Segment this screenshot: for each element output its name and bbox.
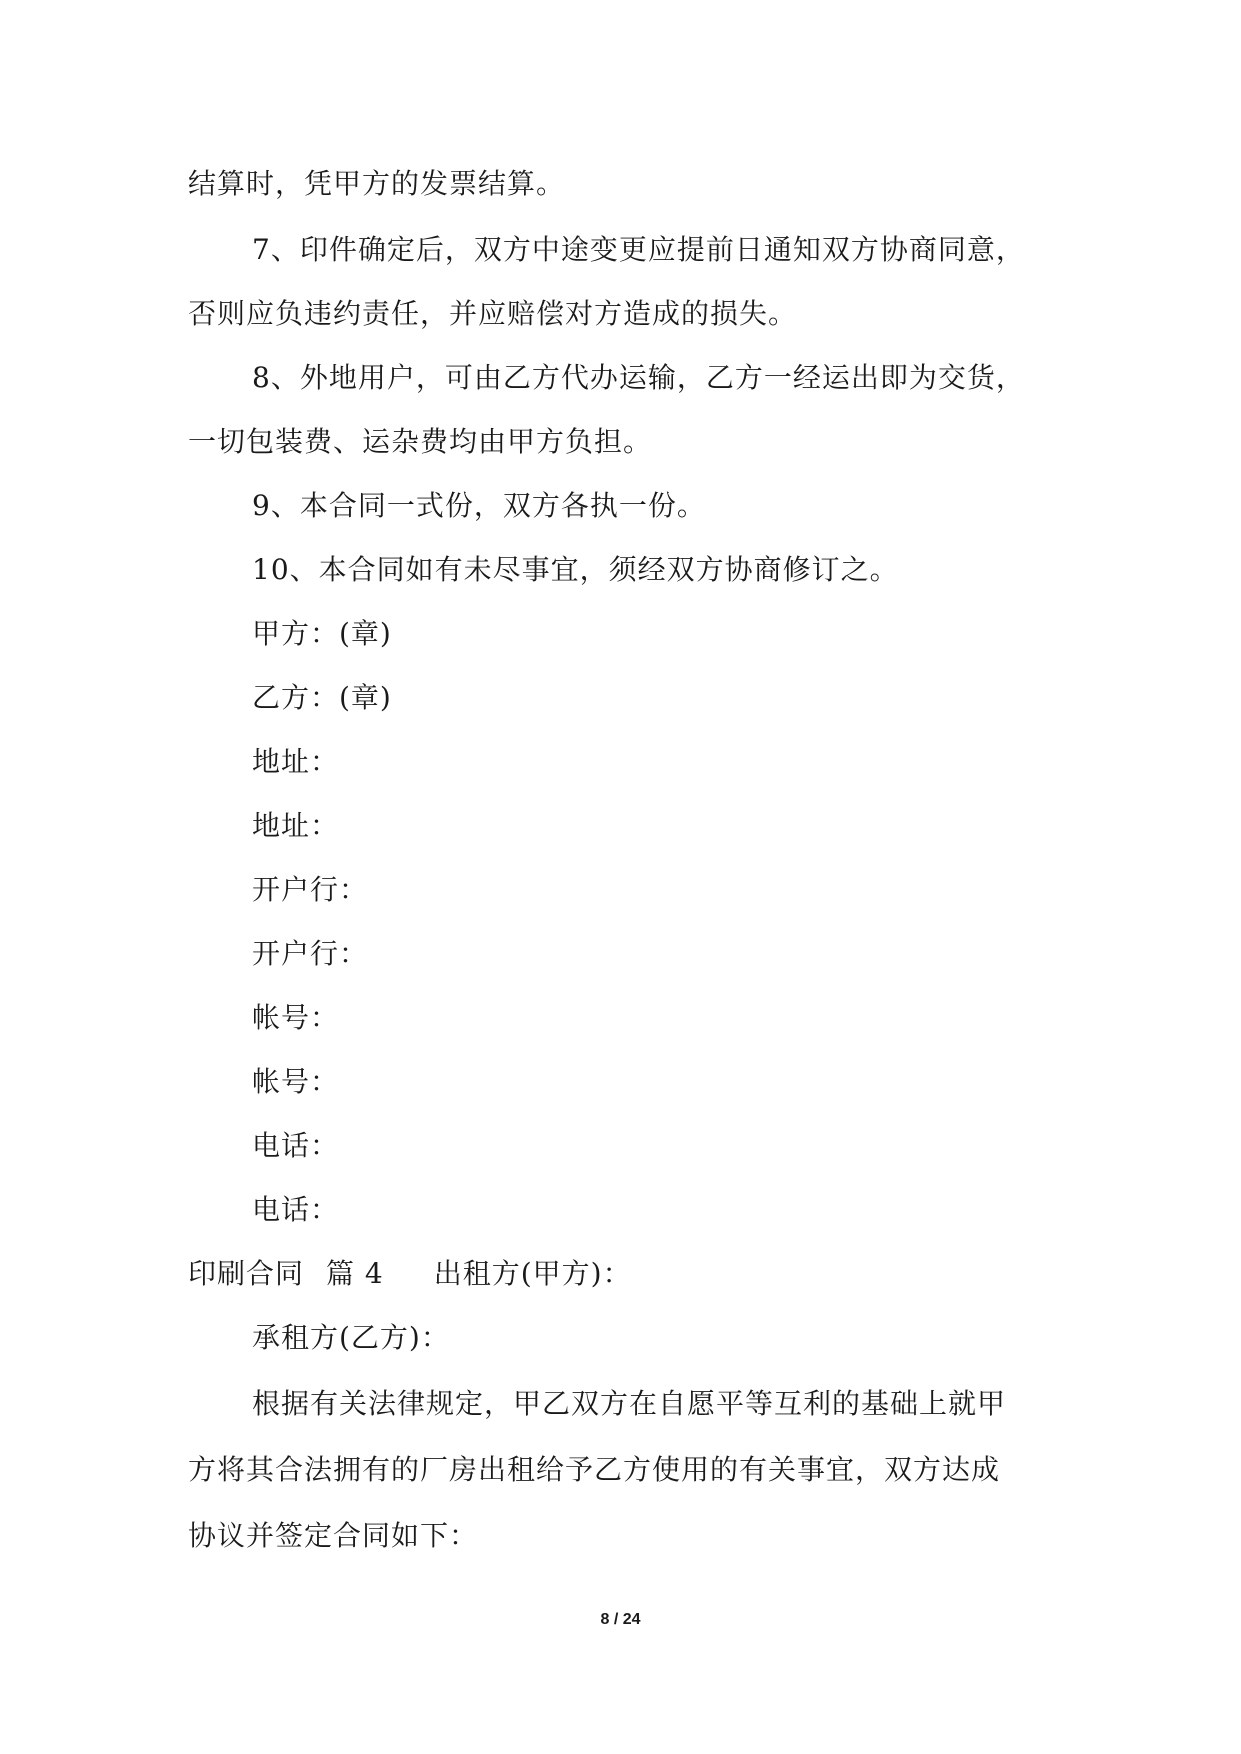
page-number: 8 / 24 [600,1611,641,1628]
clause-8: 8、外地用户，可由乙方代办运输，乙方一经运出即为交货， [252,361,1025,394]
heading-title: 印刷合同 [188,1257,305,1290]
paragraph-line: 否则应负违约责任，并应赔偿对方造成的损失。 [188,297,798,330]
phone-label: 电话： [252,1129,340,1162]
paragraph-line: 根据有关法律规定，甲乙双方在自愿平等互利的基础上就甲 [252,1387,1007,1420]
clause-7: 7、印件确定后，双方中途变更应提前日通知双方协商同意， [252,233,1025,266]
lessee-label: 承租方(乙方)： [252,1321,450,1354]
party-b-seal: 乙方：(章) [252,681,392,714]
bank-label: 开户行： [252,873,369,906]
party-a-seal: 甲方：(章) [252,617,392,650]
heading-section: 篇 4 [326,1257,384,1290]
paragraph-line: 一切包装费、运杂费均由甲方负担。 [188,425,653,458]
account-label: 帐号： [252,1001,340,1034]
clause-9: 9、本合同一式份，双方各执一份。 [252,489,706,522]
phone-label: 电话： [252,1193,340,1226]
paragraph-line: 结算时，凭甲方的发票结算。 [188,167,566,200]
account-label: 帐号： [252,1065,340,1098]
section-heading [188,1254,632,1294]
paragraph-line: 方将其合法拥有的厂房出租给予乙方使用的有关事宜，双方达成 [188,1453,1001,1486]
address-label: 地址： [252,809,340,842]
paragraph-line: 协议并签定合同如下： [188,1519,479,1552]
address-label: 地址： [252,745,340,778]
heading-party: 出租方(甲方)： [433,1257,632,1290]
clause-10: 10、本合同如有未尽事宜，须经双方协商修订之。 [252,553,899,586]
bank-label: 开户行： [252,937,369,970]
